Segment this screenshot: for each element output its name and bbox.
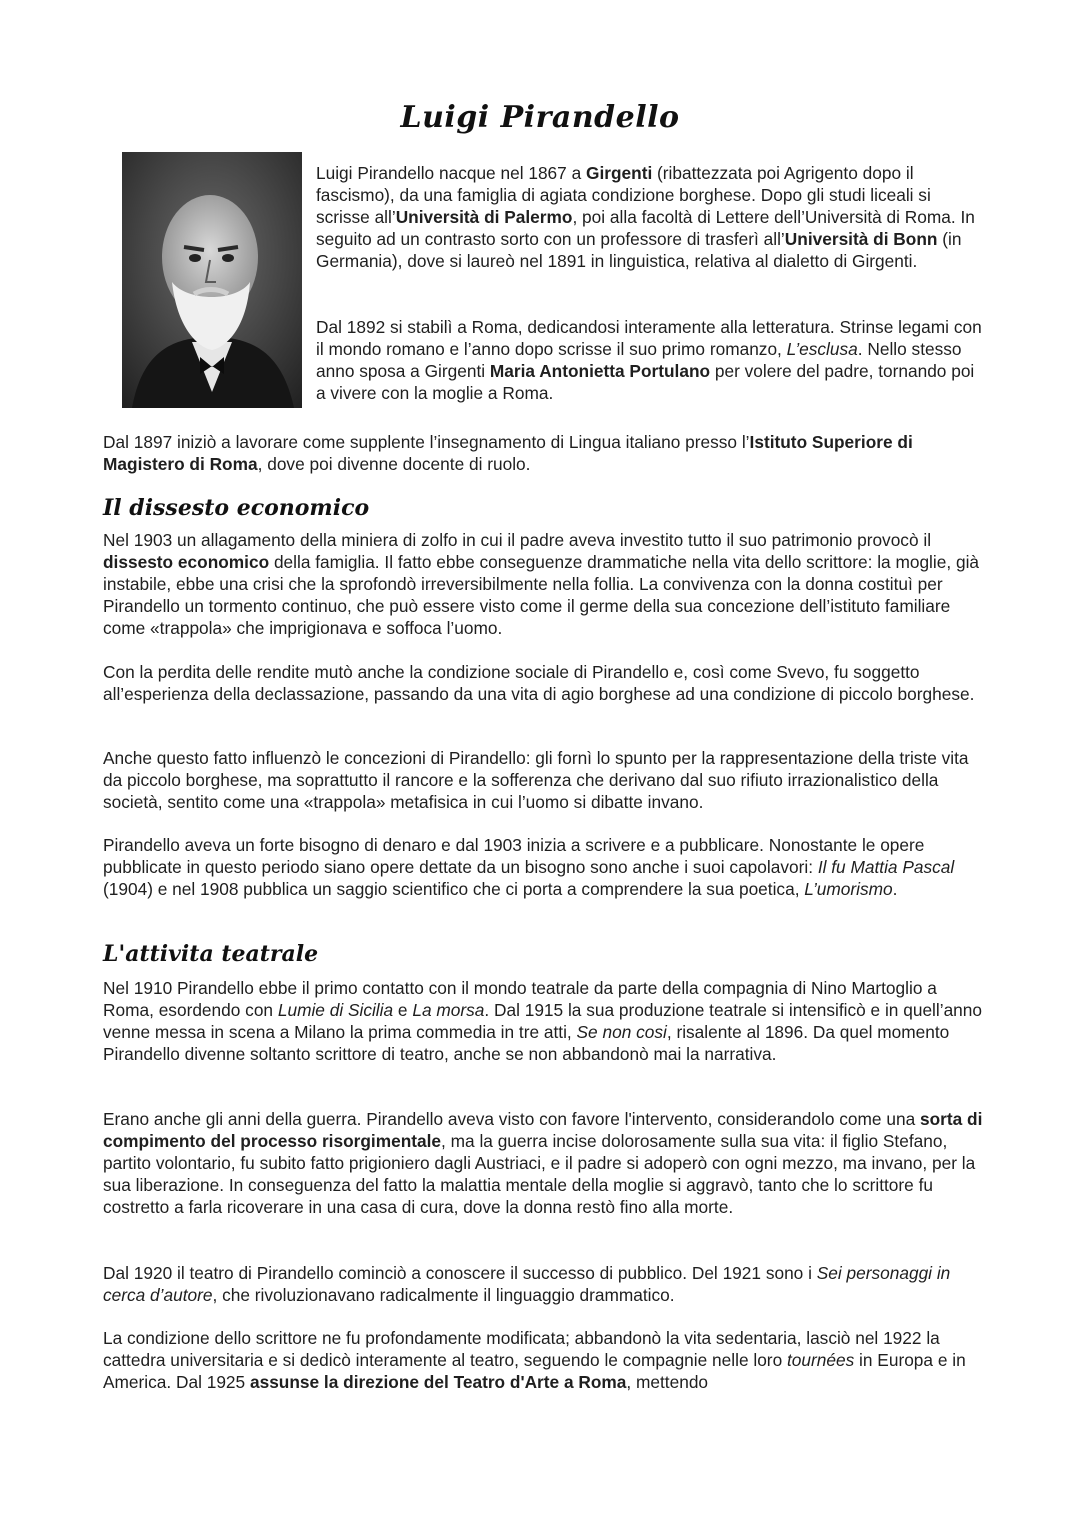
text-run: Erano anche gli anni della guerra. Pirandello aveva visto con favore l'intervento, considerandolo come una (103, 1109, 920, 1129)
text-run: , risalente al 1896. Da quel momento Pirandello divenne soltanto scrittore di teatro, anche se non abbandonò mai la narrativa. (103, 1022, 950, 1064)
text-run: , mettendo (626, 1372, 709, 1392)
text-run: Anche questo fatto influenzò le concezioni di Pirandello: gli fornì lo spunto per la rappresentazione della triste vita da piccolo borghese, ma soprattutto il rancore e la sofferenza che derivano dal suo rifiuto irrazionalistico della società, sentito come una «trappola» metafisica in cui l’uomo si dibatte invano. (103, 748, 969, 812)
paragraph-1897 (103, 431, 983, 475)
section1-paragraph-4 (103, 834, 983, 900)
section2-paragraph-1 (103, 977, 983, 1065)
bold-text: sorta di compimento del processo risorgimentale (103, 1109, 983, 1151)
intro-paragraph-2 (316, 316, 986, 404)
section-heading-dissesto: Il dissesto economico (103, 495, 370, 521)
italic-text: L’esclusa (786, 339, 858, 359)
text-run: Con la perdita delle rendite mutò anche la condizione sociale di Pirandello e, così come Svevo, fu soggetto all’esperienza della declassazione, passando da una vita di agio borghese ad una condizione di piccolo borghese. (103, 662, 975, 704)
section-heading-teatrale: L'attivita teatrale (103, 941, 319, 967)
italic-text: L’umorismo (804, 879, 893, 899)
text-run: e (393, 1000, 413, 1020)
bold-text: Maria Antonietta Portulano (489, 361, 711, 381)
text-run: della famiglia. Il fatto ebbe conseguenze drammatiche nella vita dello scrittore: la moglie, già instabile, ebbe una crisi che la sprofondò irreversibilmente nella follia. La convivenza con la donna costituì per Pirandello un tormento continuo, che può essere visto come il germe della sua concezione dell’istituto familiare come «trappola» che imprigionava e soffoca l’uomo. (103, 552, 980, 638)
text-run: , poi alla facoltà di Lettere dell’Università di Roma. In seguito ad un contrasto sorto con un professore di trasferì all’ (316, 207, 975, 249)
italic-text: Sei personaggi in cerca d’autore (103, 1263, 951, 1305)
text-run: (1904) e nel 1908 pubblica un saggio scientifico che ci porta a comprendere la sua poetica, (103, 879, 805, 899)
text-run: (in Germania), dove si laureò nel 1891 in linguistica, relativa al dialetto di Girgenti. (316, 229, 962, 271)
text-run: , ma la guerra incise dolorosamente sulla sua vita: il figlio Stefano, partito volontario, fu subito fatto prigioniero dagli Austriaci, e il padre si adoperò con ogni mezzo, ma invano, per la sua liberazione. In conseguenza del fatto la malattia mentale della moglie si aggravò, tanto che lo scrittore fu costretto a farla ricoverare in una casa di cura, dove la donna restò fino alla morte. (103, 1131, 976, 1217)
italic-text: tournées (786, 1350, 855, 1370)
section2-paragraph-2 (103, 1108, 983, 1218)
bold-text: Istituto Superiore di Magistero di Roma (103, 432, 913, 474)
section2-paragraph-3 (103, 1262, 983, 1306)
italic-text: Il fu Mattia Pascal (817, 857, 955, 877)
text-run: , dove poi divenne docente di ruolo. (257, 454, 531, 474)
italic-text: Se non cosi (576, 1022, 667, 1042)
text-run: Pirandello aveva un forte bisogno di denaro e dal 1903 inizia a scrivere e a pubblicare. Nonostante le opere pubblicate in questo periodo siano opere dettate da un bisogno sono anche i suoi capolavori: (103, 835, 925, 877)
portrait-photo (122, 152, 302, 408)
bold-text: Girgenti (586, 163, 653, 183)
text-run: in Europa e in America. Dal 1925 (103, 1350, 966, 1392)
bold-text: Università di Palermo (395, 207, 573, 227)
section2-paragraph-4 (103, 1327, 983, 1393)
section1-paragraph-1 (103, 529, 983, 639)
italic-text: La morsa (412, 1000, 485, 1020)
text-run: . (892, 879, 898, 899)
text-run: (ribattezzata poi Agrigento dopo il fascismo), da una famiglia di agiata condizione borghese. Dopo gli studi liceali si scrisse all’ (316, 163, 931, 227)
text-run: Dal 1920 il teatro di Pirandello cominciò a conoscere il successo di pubblico. Del 1921 sono i (103, 1263, 817, 1283)
text-run: Luigi Pirandello nacque nel 1867 a (316, 163, 586, 183)
page-title: Luigi Pirandello (400, 100, 680, 135)
text-run: Dal 1897 iniziò a lavorare come supplente l’insegnamento di Lingua italiano presso l’ (103, 432, 750, 452)
bold-text: dissesto economico (103, 552, 270, 572)
text-run: Nel 1910 Pirandello ebbe il primo contatto con il mondo teatrale da parte della compagnia di Nino Martoglio a Roma, esordendo con (103, 978, 937, 1020)
intro-paragraph-1 (316, 162, 986, 272)
section1-paragraph-3 (103, 747, 983, 813)
section1-paragraph-2 (103, 661, 983, 705)
bold-text: Università di Bonn (784, 229, 938, 249)
text-run: La condizione dello scrittore ne fu profondamente modificata; abbandonò la vita sedentaria, lasciò nel 1922 la cattedra universitaria e si dedicò interamente al teatro, seguendo le compagnie nelle loro (103, 1328, 940, 1370)
bold-text: assunse la direzione del Teatro d'Arte a Roma (249, 1372, 627, 1392)
text-run: Nel 1903 un allagamento della miniera di zolfo in cui il padre aveva investito tutto il suo patrimonio provocò il (103, 530, 932, 550)
portrait-image-icon (122, 152, 302, 408)
text-run: . Nello stesso anno sposa a Girgenti (316, 339, 962, 381)
text-run: , che rivoluzionavano radicalmente il linguaggio drammatico. (212, 1285, 675, 1305)
text-run: per volere del padre, tornando poi a vivere con la moglie a Roma. (316, 361, 975, 403)
text-run: Dal 1892 si stabilì a Roma, dedicandosi interamente alla letteratura. Strinse legami con il mondo romano e l’anno dopo scrisse il suo primo romanzo, (316, 317, 982, 359)
italic-text: Lumie di Sicilia (277, 1000, 394, 1020)
text-run: . Dal 1915 la sua produzione teatrale si intensificò e in quell’anno venne messa in scena a Milano la prima commedia in tre atti, (103, 1000, 983, 1042)
